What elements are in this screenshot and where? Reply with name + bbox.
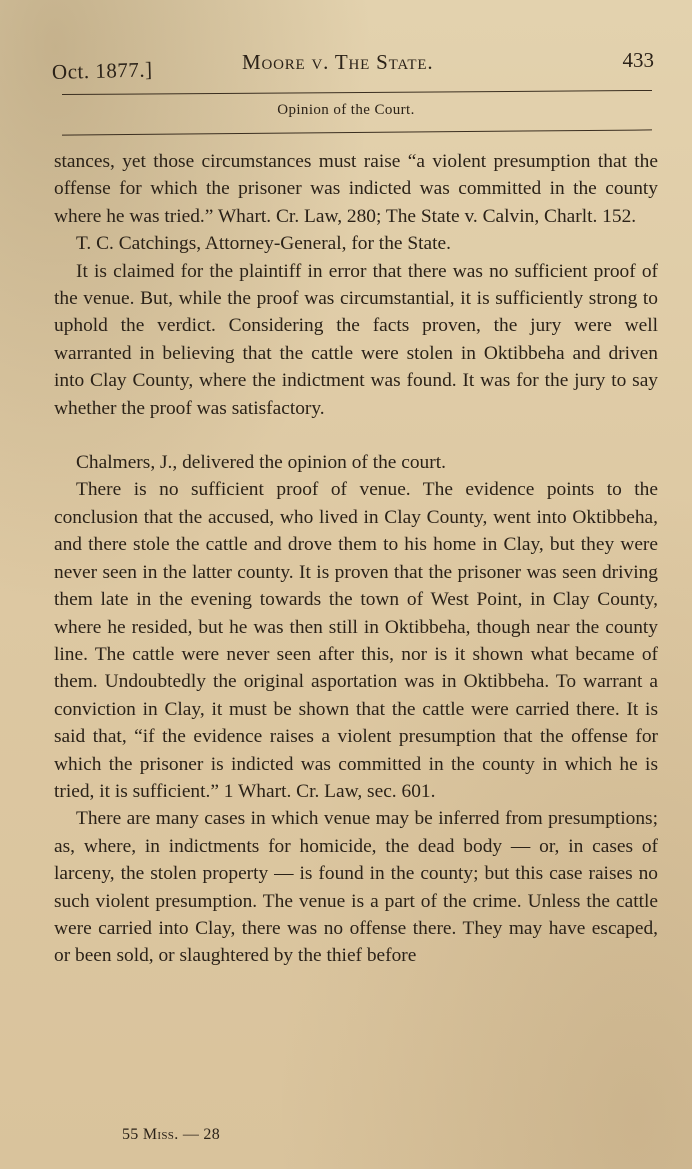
paragraph-opinion-presumptions: There are many cases in which venue may be inferred from presumptions; as, where, in indictments for homicide, the dead body — or, in cases of larceny, the stolen property — is found in the county; but this case raises no such violent presumption. The venue is a part of the crime. Unless the cattle were carried into Clay, there was no offense there. They may have escaped, or been sold, or slaughtered by the thief before bbox=[54, 808, 658, 967]
paragraph-opinion-venue: There is no sufficient proof of venue. The evidence points to the conclusion that the accused, who lived in Clay County, went into Oktibbeha, and there stole the cattle and drove them to his home in Clay, but they were never seen in the latter county. It is proven that the prisoner was seen driving them late in the evening towards the town of West Point, in Clay County, where he resided, but he was then still in Oktibbeha, though near the county line. The cattle were never seen after this, nor is it shown what became of them. Undoubtedly the original asportation was in Oktibbeha. To warrant a conviction in Clay, it must be shown that the cattle were carried there. It is said that, “if the evidence raises a violent presumption that the offense for which the prisoner is indicted was committed in the county in which he is tried, it is sufficient.” 1 Whart. Cr. Law, sec. 601. bbox=[54, 479, 658, 802]
paragraph-gap bbox=[54, 422, 658, 449]
header-rule-bottom bbox=[62, 129, 652, 135]
header-case-title: Moore v. The State. bbox=[242, 50, 434, 74]
paragraph-state-argument: It is claimed for the plaintiff in error that there was no sufficient proof of the venue. But, while the proof was circumstantial, it is sufficiently strong to uphold the verdict. Considering the facts proven, the jury were well warranted in believing that the cattle were stolen in Oktibbeha and driven into Clay County, where the indictment was found. It was for the jury to say whether the proof was satisfactory. bbox=[54, 260, 658, 419]
running-header bbox=[51, 44, 656, 84]
paragraph-opinion-attribution: Chalmers, J., delivered the opinion of the court. bbox=[76, 452, 446, 474]
paragraph-continued-argument: stances, yet those circumstances must raise “a violent presumption that the offense for which the prisoner was indicted was committed in the county where he was tried.” Whart. Cr. Law, 280; The State v. Calvin, Charlt. 152. bbox=[54, 151, 658, 227]
signature-mark: 55 Miss. — 28 bbox=[122, 1126, 221, 1143]
page-body bbox=[54, 148, 658, 970]
section-subheader: Opinion of the Court. bbox=[277, 102, 415, 118]
header-date: Oct. 1877.] bbox=[51, 57, 153, 84]
page-number: 433 bbox=[622, 48, 654, 72]
paragraph-counsel-for-state: T. C. Catchings, Attorney-General, for the State. bbox=[76, 233, 451, 255]
header-rule-top bbox=[62, 90, 652, 95]
